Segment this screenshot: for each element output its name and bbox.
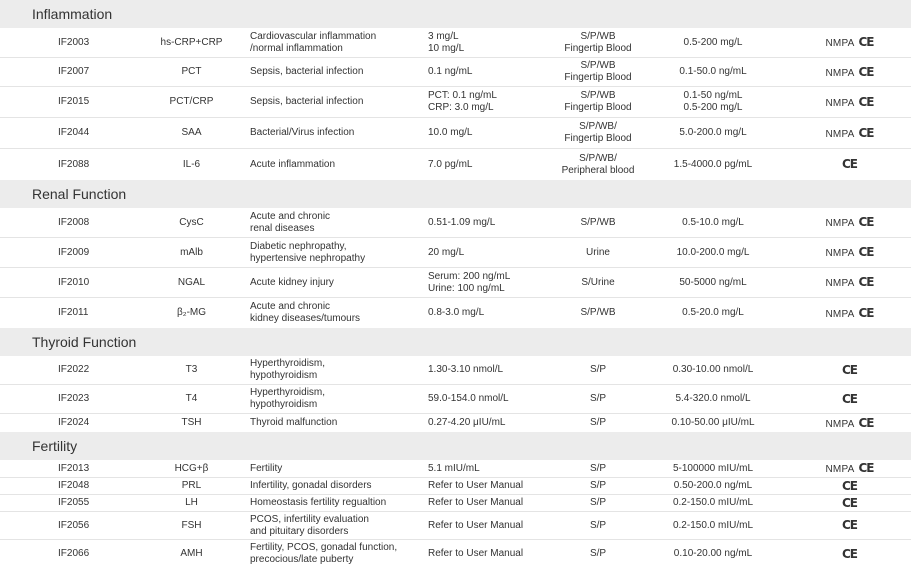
cut-off-value [428,417,558,429]
table-row [0,495,911,512]
sample-type [558,480,638,492]
table-row [0,268,911,298]
measuring-range [638,548,788,560]
certification [788,95,911,110]
measuring-range-line: 0.5-200 mg/L [683,102,743,113]
cut-off-line: 10 mg/L [428,42,465,54]
analyte-name: NGAL [177,276,206,288]
cut-off-line: PCT: 0.1 ng/mL [428,90,497,101]
product-code: IF2022 [58,364,90,375]
clinical-application-line: Bacterial/Virus infection [250,127,355,138]
measuring-range [638,159,788,171]
ce-mark-icon: CE [858,245,874,259]
section-title: Fertility [0,432,911,460]
table-row [0,149,911,180]
clinical-application-line: hypothyroidism [250,399,318,410]
product-code: IF2055 [58,497,90,508]
clinical-application-line: Acute inflammation [250,158,336,170]
measuring-range [638,480,788,492]
nmpa-mark: NMPA [825,278,855,289]
cut-off-line: CRP: 3.0 mg/L [428,102,494,113]
ce-mark-icon: CE [841,518,857,532]
measuring-range-line: 0.30-10.00 nmol/L [672,364,754,375]
product-code: IF2066 [58,548,90,559]
clinical-application [250,514,428,538]
product-code: IF2048 [58,480,90,491]
clinical-application-line: Sepsis, bacterial infection [250,66,364,77]
table-row [0,356,911,385]
ce-mark-icon: CE [841,546,857,561]
section-title: Renal Function [0,180,911,208]
clinical-application-line: Hyperthyroidism, [250,358,326,369]
product-code: IF2007 [58,66,90,77]
measuring-range-line: 50-5000 ng/mL [679,276,747,288]
ce-mark-icon: CE [858,94,874,109]
analyte-name: LH [185,497,198,508]
analyte-name: CysC [179,216,204,228]
measuring-range [638,127,788,139]
sample-type-line: Peripheral blood [561,164,635,176]
sample-type [558,497,638,509]
certification [788,306,911,321]
product-code: IF2088 [58,158,90,170]
certification [788,157,911,172]
cut-off-value [428,247,558,259]
section-title: Inflammation [0,0,911,28]
clinical-application-line: PCOS, infertility evaluation [250,513,369,525]
nmpa-mark: NMPA [825,248,855,259]
analyte-name: AMH [180,548,203,559]
cut-off-value [428,159,558,171]
cut-off-value [428,497,558,509]
cut-off-line: 7.0 pg/mL [428,158,473,170]
cut-off-value [428,520,558,532]
cut-off-value [428,66,558,78]
sample-type-line: S/P/WB [580,30,616,42]
clinical-application [250,66,428,78]
sample-type [558,463,638,475]
sample-type-line: S/P/WB [580,60,616,71]
clinical-application-line: and pituitary disorders [250,525,349,537]
product-code: IF2010 [58,276,90,288]
product-code: IF2044 [58,127,90,138]
certification [788,518,911,533]
analyte-name: TSH [181,417,202,428]
analyte-name: mAlb [180,246,203,258]
cut-off-line: Refer to User Manual [428,480,524,491]
certification [788,245,911,260]
cut-off-value [428,480,558,492]
measuring-range [638,307,788,319]
sample-type-line: S/P [589,364,607,375]
sample-type [558,548,638,560]
ce-mark-icon: CE [858,305,874,320]
clinical-application [250,159,428,171]
cut-off-value [428,548,558,560]
sample-type [558,520,638,532]
table-row [0,208,911,238]
sample-type [558,217,638,229]
certification [788,547,911,562]
clinical-application-line: Thyroid malfunction [250,417,338,428]
measuring-range-line: 0.5-10.0 mg/L [682,216,744,228]
clinical-application-line: precocious/late puberty [250,554,354,565]
clinical-application [250,463,428,475]
product-code: IF2013 [58,462,90,474]
table-row [0,28,911,58]
analyte-name: β₂-MG [176,307,207,318]
cut-off-line: Serum: 200 ng/mL [428,270,511,282]
measuring-range-line: 0.50-200.0 ng/mL [673,480,753,491]
sample-type [558,153,638,177]
product-code: IF2023 [58,393,90,404]
section-title: Thyroid Function [0,328,911,356]
certification [788,392,911,407]
sample-type-line: S/P [589,519,607,531]
clinical-application-line: Sepsis, bacterial infection [250,96,364,107]
clinical-application-line: Infertility, gonadal disorders [250,480,372,491]
cut-off-value [428,271,558,295]
table-row [0,87,911,118]
measuring-range-line: 1.5-4000.0 pg/mL [673,158,753,170]
analyte-name: T4 [185,393,198,404]
sample-type [558,393,638,405]
sample-type [558,307,638,319]
certification [788,461,911,476]
clinical-application [250,417,428,429]
table-row [0,414,911,432]
certification [788,65,911,80]
table-row [0,298,911,328]
analyte-name: FSH [181,519,202,531]
table-row [0,540,911,568]
analyte-name: SAA [181,127,202,138]
cut-off-line: 1.30-3.10 nmol/L [428,364,504,375]
product-code: IF2011 [58,307,89,318]
clinical-application-line: Diabetic nephropathy, [250,240,347,252]
product-code: IF2056 [58,519,90,531]
clinical-application [250,497,428,509]
ce-mark-icon: CE [858,125,874,140]
nmpa-mark: NMPA [825,464,855,475]
clinical-application-line: hypothyroidism [250,370,318,381]
clinical-application-line: Hyperthyroidism, [250,387,326,398]
sample-type-line: S/P [589,480,607,491]
cut-off-line: 0.8-3.0 mg/L [428,307,485,318]
table-row [0,478,911,495]
measuring-range [638,66,788,78]
product-code: IF2003 [58,36,90,48]
table-row [0,58,911,87]
product-code: IF2024 [58,417,90,428]
clinical-application [250,127,428,139]
sample-type-line: S/P/WB/ [579,152,617,164]
nmpa-mark: NMPA [825,418,855,430]
analyte-name: IL-6 [182,158,201,170]
measuring-range [638,217,788,229]
ce-mark-icon: CE [858,415,874,430]
sample-type [558,277,638,289]
cut-off-line: 10.0 mg/L [428,127,473,138]
nmpa-mark: NMPA [825,308,855,320]
sample-type-line: Fingertip Blood [564,72,632,83]
cut-off-line: Refer to User Manual [428,548,524,559]
cut-off-value [428,217,558,229]
clinical-application [250,301,428,325]
certification [788,35,911,50]
cut-off-value [428,307,558,319]
cut-off-line: Urine: 100 ng/mL [428,282,505,294]
measuring-range [638,364,788,376]
certification [788,275,911,290]
sample-type-line: Fingertip Blood [564,133,632,144]
clinical-application [250,480,428,492]
measuring-range [638,417,788,429]
cut-off-line: Refer to User Manual [428,519,524,531]
clinical-application [250,211,428,235]
measuring-range-line: 0.5-20.0 mg/L [682,307,744,318]
section-renal-function [0,180,911,328]
cut-off-value [428,393,558,405]
product-code: IF2008 [58,216,90,228]
clinical-application-line: Fertility, PCOS, gonadal function, [250,542,398,553]
measuring-range-line: 0.2-150.0 mIU/mL [672,519,754,531]
measuring-range-line: 5.4-320.0 nmol/L [675,393,751,404]
sample-type [558,90,638,114]
table-row [0,512,911,540]
cut-off-line: 0.1 ng/mL [428,66,473,77]
cut-off-value [428,463,558,475]
sample-type-line: S/P/WB [580,216,616,228]
analyte-name: T3 [185,364,198,375]
sample-type [558,247,638,259]
cut-off-line: 3 mg/L [428,30,459,42]
clinical-application-line: Acute and chronic [250,301,331,312]
ce-mark-icon: CE [841,478,857,493]
analyte-name: PCT/CRP [169,96,214,107]
ce-mark-icon: CE [858,275,874,289]
sample-type-line: S/P [589,497,607,508]
certification [788,479,911,494]
sample-type-line: S/P [589,462,607,474]
measuring-range [638,277,788,289]
certification [788,126,911,141]
measuring-range-line: 0.1-50 ng/mL [683,90,743,101]
measuring-range [638,497,788,509]
measuring-range [638,520,788,532]
clinical-application [250,358,428,382]
cut-off-line: 0.51-1.09 mg/L [428,216,496,228]
clinical-application-line: Homeostasis fertility regualtion [250,497,387,508]
sample-type-line: S/P/WB [580,90,616,101]
sample-type [558,121,638,145]
table-row [0,385,911,414]
ce-mark-icon: CE [841,391,857,406]
clinical-application-line: hypertensive nephropathy [250,252,366,264]
cut-off-line: 59.0-154.0 nmol/L [428,393,509,404]
section-inflammation [0,0,911,180]
measuring-range-line: 0.2-150.0 mIU/mL [672,497,754,508]
sample-type [558,417,638,429]
measuring-range-line: 5-100000 mIU/mL [672,462,754,474]
certification [788,363,911,378]
measuring-range [638,90,788,114]
clinical-application-line: Fertility [250,462,283,474]
ce-mark-icon: CE [858,35,874,49]
product-code: IF2009 [58,246,90,258]
clinical-application-line: Acute and chronic [250,210,331,222]
table-row [0,238,911,268]
clinical-application [250,96,428,108]
sample-type-line: Fingertip Blood [564,42,632,54]
cut-off-line: 20 mg/L [428,246,465,258]
nmpa-mark: NMPA [825,97,855,109]
nmpa-mark: NMPA [825,218,855,229]
certification [788,496,911,511]
cut-off-value [428,90,558,114]
measuring-range-line: 0.10-50.00 μIU/mL [671,417,755,428]
sample-type-line: S/Urine [581,276,615,288]
analyte-name: hs-CRP+CRP [160,36,223,48]
cut-off-value [428,31,558,55]
cut-off-value [428,364,558,376]
measuring-range-line: 0.5-200 mg/L [683,36,743,48]
table-row [0,460,911,478]
nmpa-mark: NMPA [825,67,855,79]
clinical-application-line: renal diseases [250,222,315,234]
cut-off-line: Refer to User Manual [428,497,524,508]
cut-off-value [428,127,558,139]
sample-type-line: S/P/WB/ [579,121,617,132]
table-row [0,118,911,149]
clinical-application-line: Cardiovascular inflammation [250,30,377,42]
clinical-application [250,241,428,265]
measuring-range [638,247,788,259]
sample-type-line: S/P [589,417,607,428]
ce-mark-icon: CE [841,495,857,510]
analyte-name: HCG+β [174,462,209,474]
sample-type [558,60,638,84]
certification [788,416,911,431]
clinical-application [250,277,428,289]
section-thyroid-function [0,328,911,432]
sample-type-line: S/P [589,548,607,559]
clinical-application [250,387,428,411]
clinical-application-line: /normal inflammation [250,42,343,54]
clinical-application [250,31,428,55]
sample-type-line: S/P/WB [580,307,616,318]
clinical-application [250,542,428,566]
analyte-name: PCT [181,66,202,77]
clinical-application-line: kidney diseases/tumours [250,313,361,324]
cut-off-line: 5.1 mIU/mL [428,462,480,474]
measuring-range [638,37,788,49]
nmpa-mark: NMPA [825,128,855,140]
ce-mark-icon: CE [841,157,857,171]
measuring-range-line: 10.0-200.0 mg/L [676,246,750,258]
measuring-range [638,393,788,405]
section-fertility [0,432,911,568]
product-code: IF2015 [58,96,90,107]
sample-type-line: Fingertip Blood [564,102,632,113]
ce-mark-icon: CE [841,362,857,377]
measuring-range-line: 0.1-50.0 ng/mL [679,66,747,77]
analyte-name: PRL [181,480,202,491]
measuring-range-line: 0.10-20.00 ng/mL [673,548,753,559]
measuring-range [638,463,788,475]
sample-type-line: Urine [586,246,610,258]
ce-mark-icon: CE [858,461,874,475]
measuring-range-line: 5.0-200.0 mg/L [679,127,747,138]
certification [788,215,911,230]
sample-type [558,364,638,376]
ce-mark-icon: CE [858,64,874,79]
cut-off-line: 0.27-4.20 μIU/mL [428,417,506,428]
sample-type [558,31,638,55]
sample-type-line: S/P [589,393,607,404]
nmpa-mark: NMPA [825,38,855,49]
clinical-application-line: Acute kidney injury [250,276,334,288]
ce-mark-icon: CE [858,215,874,229]
